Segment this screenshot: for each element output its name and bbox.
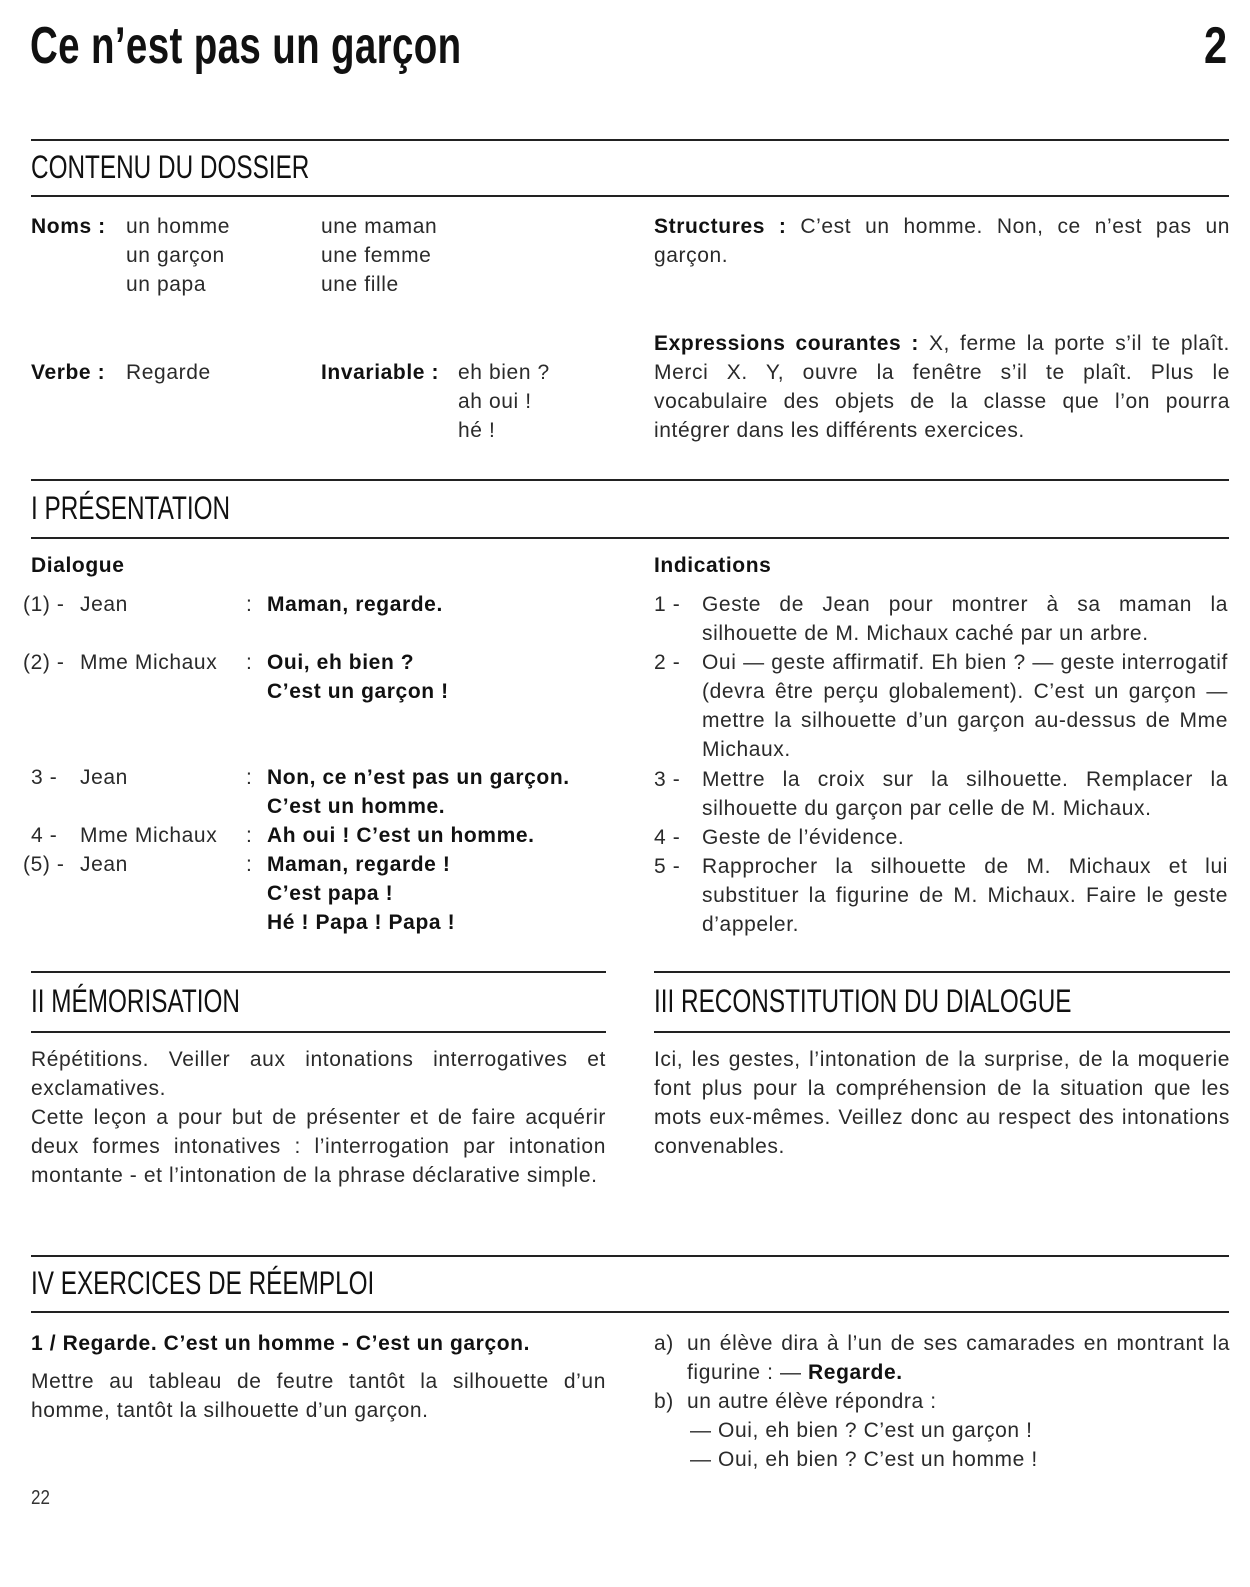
indications-label: Indications (654, 554, 772, 577)
page-title: Ce n’est pas un garçon (30, 17, 462, 75)
exercise-instructions: Mettre au tableau de feutre tantôt la silhouette d’un homme, tantôt la silhouette d’un garçon. (31, 1370, 606, 1422)
indication-text: Geste de Jean pour montrer à sa maman la silhouette de M. Michaux caché par un arbre. (702, 593, 1228, 645)
noun-item: un papa (126, 273, 207, 296)
indication-text: Geste de l’évidence. (702, 826, 905, 849)
section-rule (31, 1031, 606, 1033)
verbe-value: Regarde (126, 361, 211, 384)
contenu-heading: CONTENU DU DOSSIER (31, 149, 310, 185)
dialogue-speaker: Mme Michaux (80, 651, 218, 674)
step-b-marker: b) (654, 1390, 674, 1413)
indication-text: Rapprocher la silhouette de M. Michaux et lui substituer la figurine de M. Michaux. Faire le geste d’appeler. (702, 855, 1228, 936)
page-number: 22 (31, 1487, 50, 1509)
dialogue-colon: : (246, 651, 253, 674)
dialogue-line: Maman, regarde ! (267, 853, 451, 876)
dialogue-number: 4 - (31, 824, 58, 847)
section-rule (31, 1311, 1229, 1313)
noun-item: une maman (321, 215, 438, 238)
section-rule (31, 537, 1229, 539)
step-a-marker: a) (654, 1332, 674, 1355)
dialogue-speaker: Jean (80, 853, 128, 876)
section-rule (31, 1255, 1229, 1257)
step-a-text (687, 1329, 1230, 1387)
dialogue-number: (1) - (23, 593, 65, 616)
dialogue-speaker: Mme Michaux (80, 824, 218, 847)
memorisation-text (31, 1045, 606, 1190)
dialogue-line: C’est papa ! (267, 882, 394, 905)
dialogue-line: Maman, regarde. (267, 593, 443, 616)
dialogue-number: (5) - (23, 853, 65, 876)
dialogue-line: Ah oui ! C’est un homme. (267, 824, 535, 847)
indication-text: Oui — geste affirmatif. Eh bien ? — geste interrogatif (devra être perçu globalement). C’est un garçon — mettre la silhouette d’un garçon au-dessus de Mme Michaux. (702, 651, 1228, 761)
memorisation-paragraph: Cette leçon a pour but de présenter et de faire acquérir deux formes intonatives : l’interrogation par intonation montante - et l’intonation de la phrase déclarative simple. (31, 1106, 606, 1187)
noms-label: Noms : (31, 215, 106, 238)
invariable-label: Invariable : (321, 361, 440, 384)
reconstitution-heading: III RECONSTITUTION DU DIALOGUE (654, 983, 1072, 1019)
indication-number: 2 - (654, 651, 681, 674)
structures-block (654, 212, 1230, 270)
presentation-heading: I PRÉSENTATION (31, 490, 231, 526)
structures-text: C’est un homme. Non, ce n’est pas un garçon. (654, 215, 1231, 267)
indication-number: 3 - (654, 768, 681, 791)
dialogue-line: Oui, eh bien ? (267, 651, 415, 674)
verbe-label: Verbe : (31, 361, 106, 384)
noun-item: un homme (126, 215, 231, 238)
dialogue-colon: : (246, 593, 253, 616)
exercise-title: 1 / Regarde. C’est un homme - C’est un garçon. (31, 1332, 531, 1355)
dialogue-colon: : (246, 853, 253, 876)
invariable-item: hé ! (458, 419, 496, 442)
indication-number: 5 - (654, 855, 681, 878)
section-rule (31, 971, 606, 973)
expressions-label: Expressions courantes : (654, 332, 919, 355)
noun-item: un garçon (126, 244, 225, 267)
invariable-item: eh bien ? (458, 361, 550, 384)
dialogue-line: Hé ! Papa ! Papa ! (267, 911, 456, 934)
noun-item: une fille (321, 273, 399, 296)
dialogue-number: 3 - (31, 766, 58, 789)
step-a-body: un élève dira à l’un de ses camarades en montrant la figurine : — (687, 1332, 1230, 1384)
noms-column-2 (321, 212, 437, 299)
section-rule (654, 1031, 1230, 1033)
dialogue-colon: : (246, 766, 253, 789)
dialogue-label: Dialogue (31, 554, 125, 577)
chapter-number: 2 (1204, 17, 1228, 75)
memorisation-heading: II MÉMORISATION (31, 983, 240, 1019)
indication-number: 4 - (654, 826, 681, 849)
section-rule (31, 195, 1229, 197)
dialogue-number: (2) - (23, 651, 65, 674)
step-b-answer: — Oui, eh bien ? C’est un homme ! (690, 1448, 1038, 1471)
dialogue-line: Non, ce n’est pas un garçon. (267, 766, 570, 789)
dialogue-line: C’est un garçon ! (267, 680, 449, 703)
step-a-bold: Regarde. (808, 1361, 903, 1384)
structures-label: Structures : (654, 215, 787, 238)
noms-column-1 (126, 212, 230, 299)
invariable-item: ah oui ! (458, 390, 532, 413)
noun-item: une femme (321, 244, 432, 267)
expressions-block (654, 329, 1230, 445)
dialogue-speaker: Jean (80, 766, 128, 789)
memorisation-paragraph: Répétitions. Veiller aux intonations interrogatives et exclamatives. (31, 1048, 606, 1100)
indication-text: Mettre la croix sur la silhouette. Remplacer la silhouette du garçon par celle de M. Michaux. (702, 768, 1228, 820)
section-rule (31, 139, 1229, 141)
expressions-text: X, ferme la porte s’il te plaît. Merci X. Y, ouvre la fenêtre s’il te plaît. Plus le vocabulaire des objets de la classe que l’on pourra intégrer dans les différents exercices. (654, 332, 1230, 442)
indication-number: 1 - (654, 593, 681, 616)
dialogue-speaker: Jean (80, 593, 128, 616)
dialogue-colon: : (246, 824, 253, 847)
step-b-answer: — Oui, eh bien ? C’est un garçon ! (690, 1419, 1033, 1442)
reconstitution-text: Ici, les gestes, l’intonation de la surprise, de la moquerie font plus pour la compréhension de la situation que les mots eux-mêmes. Veillez donc au respect des intonations convenables. (654, 1048, 1230, 1158)
dialogue-line: C’est un homme. (267, 795, 446, 818)
step-b-text: un autre élève répondra : (687, 1390, 937, 1413)
exercices-heading: IV EXERCICES DE RÉEMPLOI (31, 1265, 375, 1301)
section-rule (31, 479, 1229, 481)
section-rule (654, 971, 1230, 973)
invariable-list (458, 358, 550, 445)
